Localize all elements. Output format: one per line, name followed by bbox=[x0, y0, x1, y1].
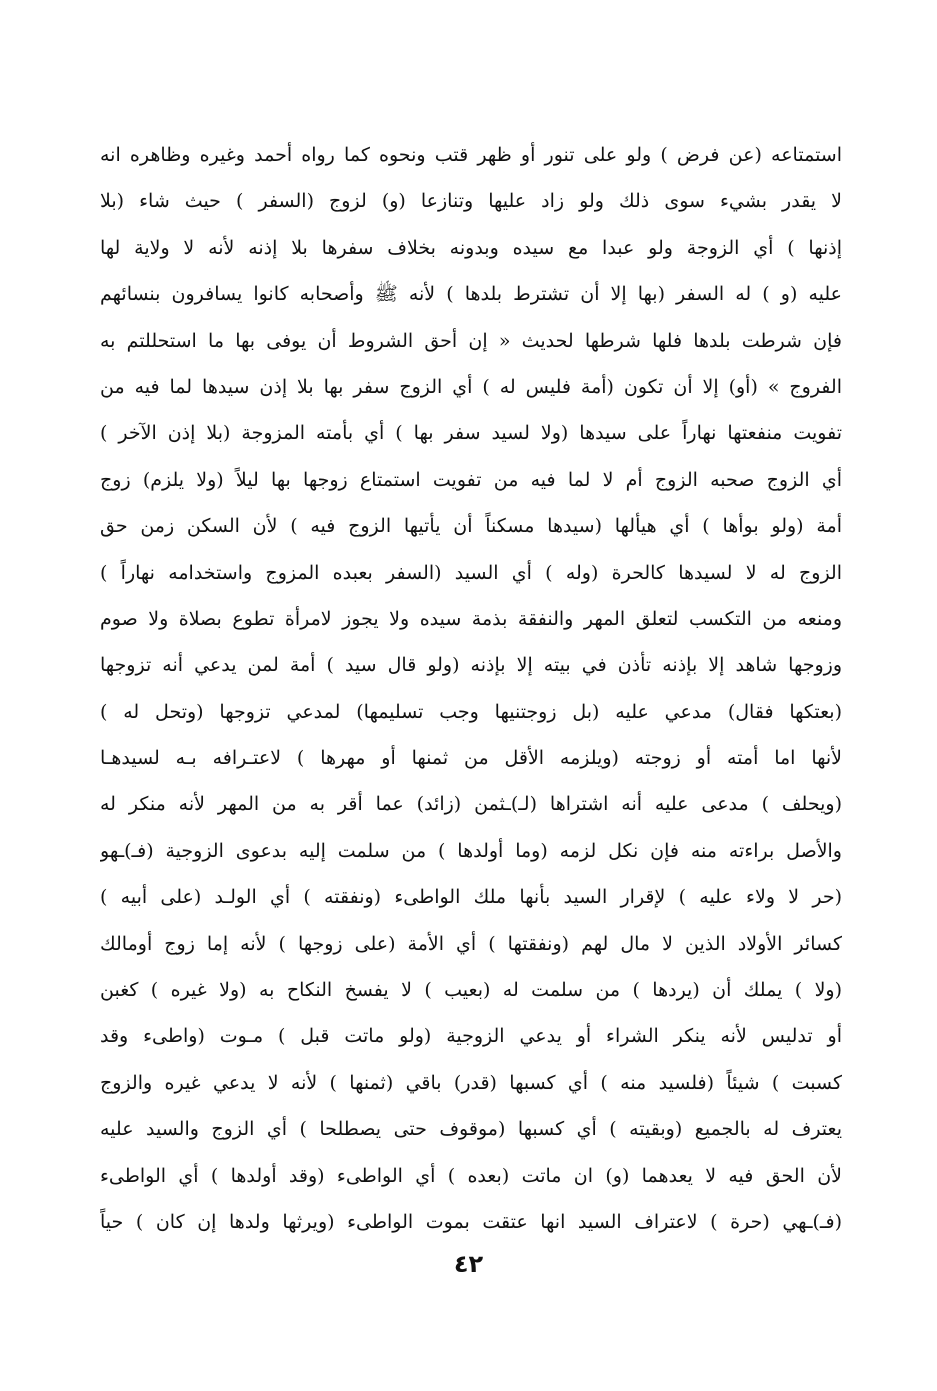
text-line: الفروج » (أو) إلا أن تكون (أمة فليس له ) أي الزوج سفر بها بلا إذن سيدها لما فيه من bbox=[100, 375, 842, 398]
page-number: ٤٢ bbox=[453, 1250, 484, 1278]
text-line: الزوج له لا لسيدها كالحرة (وله ) أي السيد (السفر بعبده المزوج واستخدامه نهاراً ) bbox=[100, 561, 842, 584]
text-line: (بعتكها فقال) مدعي عليه (بل زوجتنيها وجب تسليمها) لمدعي تزوجها (وتحل له ) bbox=[100, 700, 842, 723]
text-line: كسبت ) شيئاً (فلسيد منه ) أي كسبها (قدر) باقي (ثمنها ) لأنه لا يدعي غيره والزوج bbox=[100, 1071, 842, 1094]
text-line: ومنعه من التكسب لتعلق المهر والنفقة بذمة سيده ولا يجوز لامرأة تطوع بصلاة ولا صوم bbox=[100, 607, 842, 630]
text-line: لأن الحق فيه لا يعدهما (و) ان ماتت (بعده ) أي الواطىء (وقد أولدها ) أي الواطىء bbox=[100, 1164, 842, 1187]
text-line: وزوجها شاهد إلا بإذنه تأذن في بيته إلا بإذنه (ولو قال سيد ) أمة لمن يدعي أنه تزوجها bbox=[100, 654, 842, 677]
text-line: أمة (ولو بوأها ) أي هيألها (سيدها مسكناً أن يأتيها الزوج فيه ) لأن السكن زمن حق bbox=[100, 515, 842, 538]
text-line: (حر لا ولاء عليه ) لإقرار السيد بأنها ملك الواطىء (ونفقته ) أي الولـد (على أبيه ) bbox=[100, 886, 842, 909]
text-line: أو تدليس لأنه ينكر الشراء أو يدعي الزوجية (ولو ماتت قبل ) مـوت (واطىء وقد bbox=[100, 1025, 842, 1048]
text-line: (فـ)ـهي (حرة ) لاعتراف السيد انها عتقت بموت الواطىء (ويرثها ولدها إن كان ) حياً bbox=[100, 1210, 842, 1233]
text-line: فإن شرطت بلدها فلها شرطها لحديث « إن أحق الشروط أن يوفى بها ما استحللتم به bbox=[100, 329, 842, 352]
text-line: استمتاعه (عن فرض ) ولو على تنور أو ظهر قتب ونحوه كما رواه أحمد وغيره وظاهره انه bbox=[100, 144, 842, 166]
text-line: لا يقدر بشيء سوى ذلك ولو زاد عليها وتنازعا (و) لزوج (السفر ) حيث شاء (بلا bbox=[100, 190, 842, 213]
text-line: أي الزوج صحبه الزوج أم لا لما فيه من تفويت استمتاع زوجها بها ليلاً (ولا يلزم) زوج bbox=[100, 468, 842, 491]
text-line: والأصل براءته منه فإن نكل لزمه (وما أولدها ) من سلمت إليه بدعوى الزوجية (فـ)ـهو bbox=[100, 839, 842, 862]
text-line: تفويت منفعتها نهاراً على سيدها (ولا لسيد سفر بها ) أي بأمته المزوجة (بلا إذن الآخر ) bbox=[100, 422, 842, 445]
text-line: عليه (و ) له السفر (بها إلا أن تشترط بلدها ) لأنه ﷺ وأصحابه كانوا يسافرون بنسائهم bbox=[100, 283, 842, 306]
text-line: لأنها اما أمته أو زوجته (ويلزمه الأقل من ثمنها أو مهرها ) لاعتـرافه بـه لسيدهـا bbox=[100, 747, 842, 770]
main-text bbox=[100, 132, 842, 1245]
text-line: كسائر الأولاد الذين لا مال لهم (ونفقتها ) أي الأمة (على زوجها ) لأنه إما زوج أومالك bbox=[100, 932, 842, 955]
text-line: (ويحلف ) مدعى عليه أنه اشتراها (لـ)ـثمن (زائد) عما أقر به من المهر لأنه منكر له bbox=[100, 793, 842, 816]
text-line: إذنها ) أي الزوجة ولو عبدا مع سيده وبدونه بخلاف سفرها بلا إذنه لأنه لا ولاية لها bbox=[100, 236, 842, 259]
text-line: يعترف له بالجميع (وبقيته ) أي كسبها (موقوف حتى يصطلحا ) أي الزوج والسيد عليه bbox=[100, 1118, 842, 1141]
text-line: (ولا ) يملك أن (يردها ) من سلمت له (بعيب ) لا يفسخ النكاح به (ولا غيره ) كغبن bbox=[100, 979, 842, 1002]
